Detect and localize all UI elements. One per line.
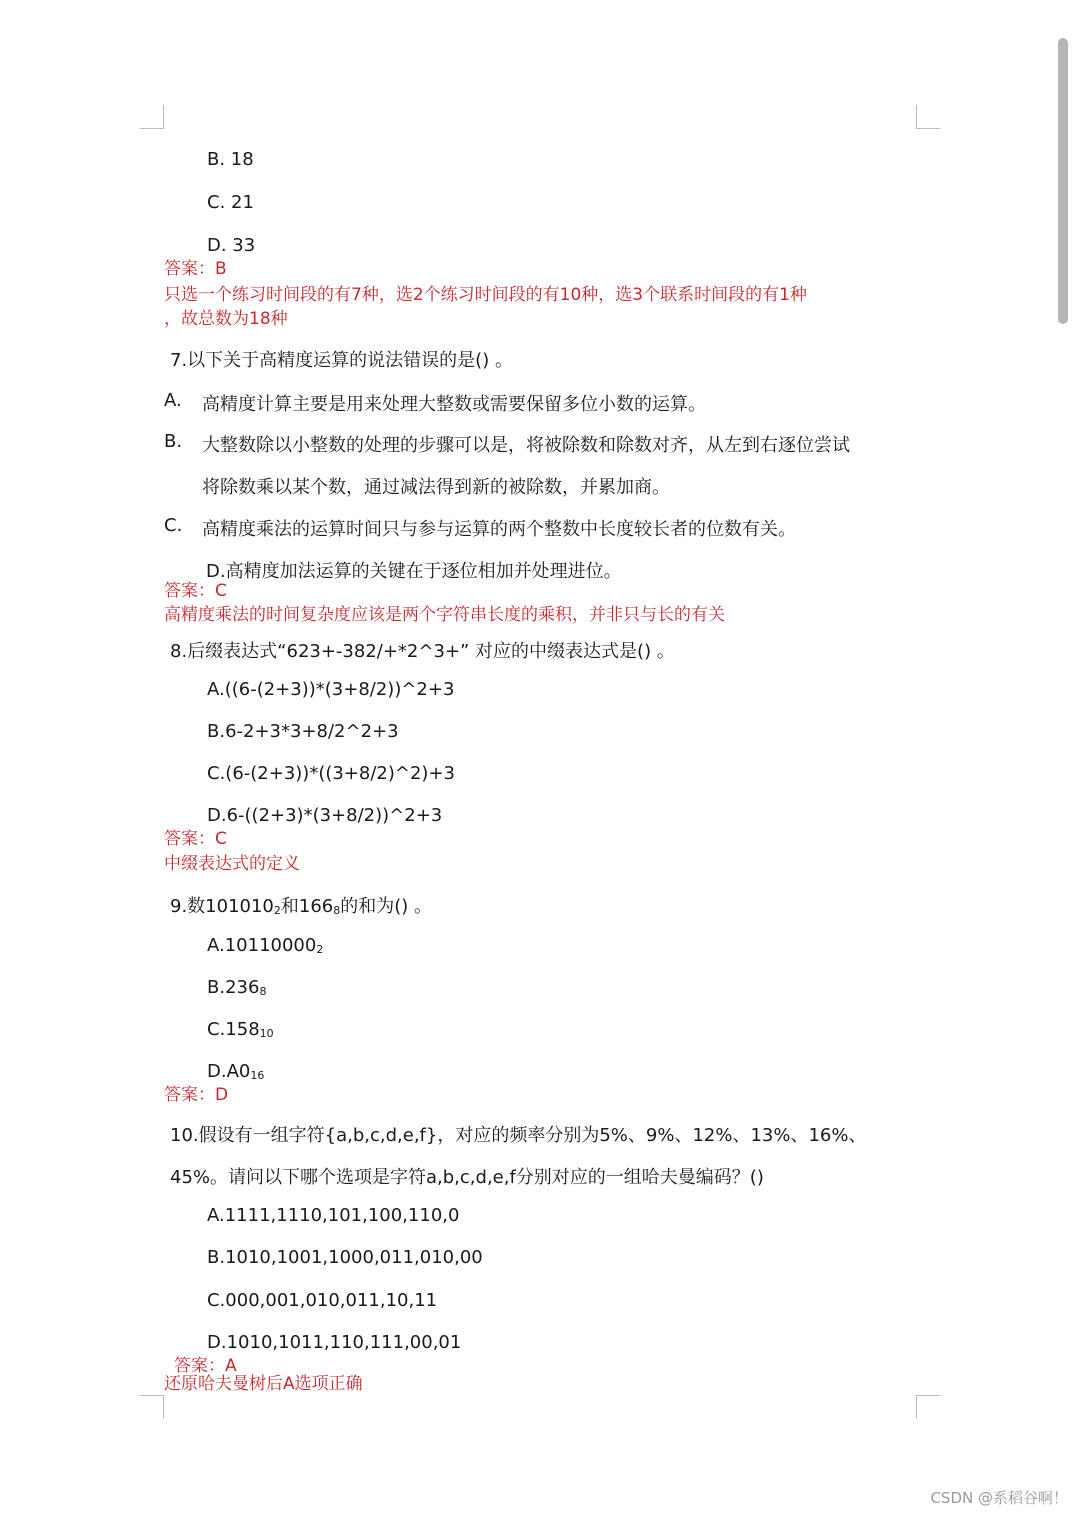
answer-label: 答案：C [164,829,227,849]
option-c-text: 高精度乘法的运算时间只与参与运算的两个整数中长度较长者的位数有关。 [202,519,796,540]
option-b-letter: B. [164,431,183,452]
option-c: $C.158_{10}$ [207,1019,274,1040]
answer-label: 答案：A [174,1356,237,1376]
option-a-text: 高精度计算主要是用来处理大整数或需要保留多位小数的运算。 [202,394,706,415]
option-d: D.1010,1011,110,111,00,01 [207,1332,462,1353]
vertical-scrollbar-thumb[interactable] [1058,38,1068,324]
option-b: B.1010,1001,1000,011,010,00 [207,1247,483,1268]
option-b-text: 大整数除以小整数的处理的步骤可以是，将被除数和除数对齐，从左到右逐位尝试 [202,435,850,456]
explanation: 高精度乘法的时间复杂度应该是两个字符串长度的乘积，并非只与长的有关 [164,605,725,625]
explanation-line-1: 只选一个练习时间段的有7种，选2个练习时间段的有10种，选3个联系时间段的有1种 [164,285,807,305]
page-corner-mark-top-right [916,105,940,129]
option-a: $A.10110000_2$ [207,935,324,956]
question-text-line-2: 45%。请问以下哪个选项是字符a,b,c,d,e,f分别对应的一组哈夫曼编码？() [170,1167,764,1188]
option-b: B. 18 [207,149,254,170]
option-d: D. 33 [207,235,256,256]
question-text-line-1: 10.假设有一组字符{a,b,c,d,e,f}，对应的频率分别为5%、9%、12%、13%、16%、 [170,1125,867,1146]
csdn-watermark: CSDN @系稻谷啊！ [930,1489,1068,1507]
answer-label: 答案：C [164,581,227,601]
option-c: C.000,001,010,011,10,11 [207,1290,438,1311]
explanation: 中缀表达式的定义 [164,854,300,874]
option-d: $D.A0_{16}$ [207,1061,265,1082]
page-corner-mark-top-left [140,105,164,129]
option-c: C.(6-(2+3))*((3+8/2)^2)+3 [207,763,455,784]
explanation-line-2: ，故总数为18种 [164,309,288,329]
option-a: A.1111,1110,101,100,110,0 [207,1205,460,1226]
page-corner-mark-bottom-left [140,1395,164,1419]
option-c-letter: C. [164,515,183,536]
answer-label: 答案：D [164,1085,229,1105]
option-d-text: D.高精度加法运算的关键在于逐位相加并处理进位。 [206,561,622,582]
option-a-letter: A. [164,390,182,411]
option-a: A.((6-(2+3))*(3+8/2))^2+3 [207,679,455,700]
option-d: D.6-((2+3)*(3+8/2))^2+3 [207,805,443,826]
option-b: $B.236_8$ [207,977,267,998]
option-b: B.6-2+3*3+8/2^2+3 [207,721,399,742]
page-corner-mark-bottom-right [916,1395,940,1419]
question-text: 7.以下关于高精度运算的说法错误的是() 。 [170,350,513,371]
question-text: 9.数$101010_2$和$166_8$的和为() 。 [170,896,433,917]
option-c: C. 21 [207,192,254,213]
option-b-text-cont: 将除数乘以某个数，通过减法得到新的被除数，并累加商。 [202,477,670,498]
answer-label: 答案：B [164,259,227,279]
explanation: 还原哈夫曼树后A选项正确 [164,1374,363,1394]
question-text: 8.后缀表达式“623+-382/+*2^3+” 对应的中缀表达式是() 。 [170,641,675,662]
